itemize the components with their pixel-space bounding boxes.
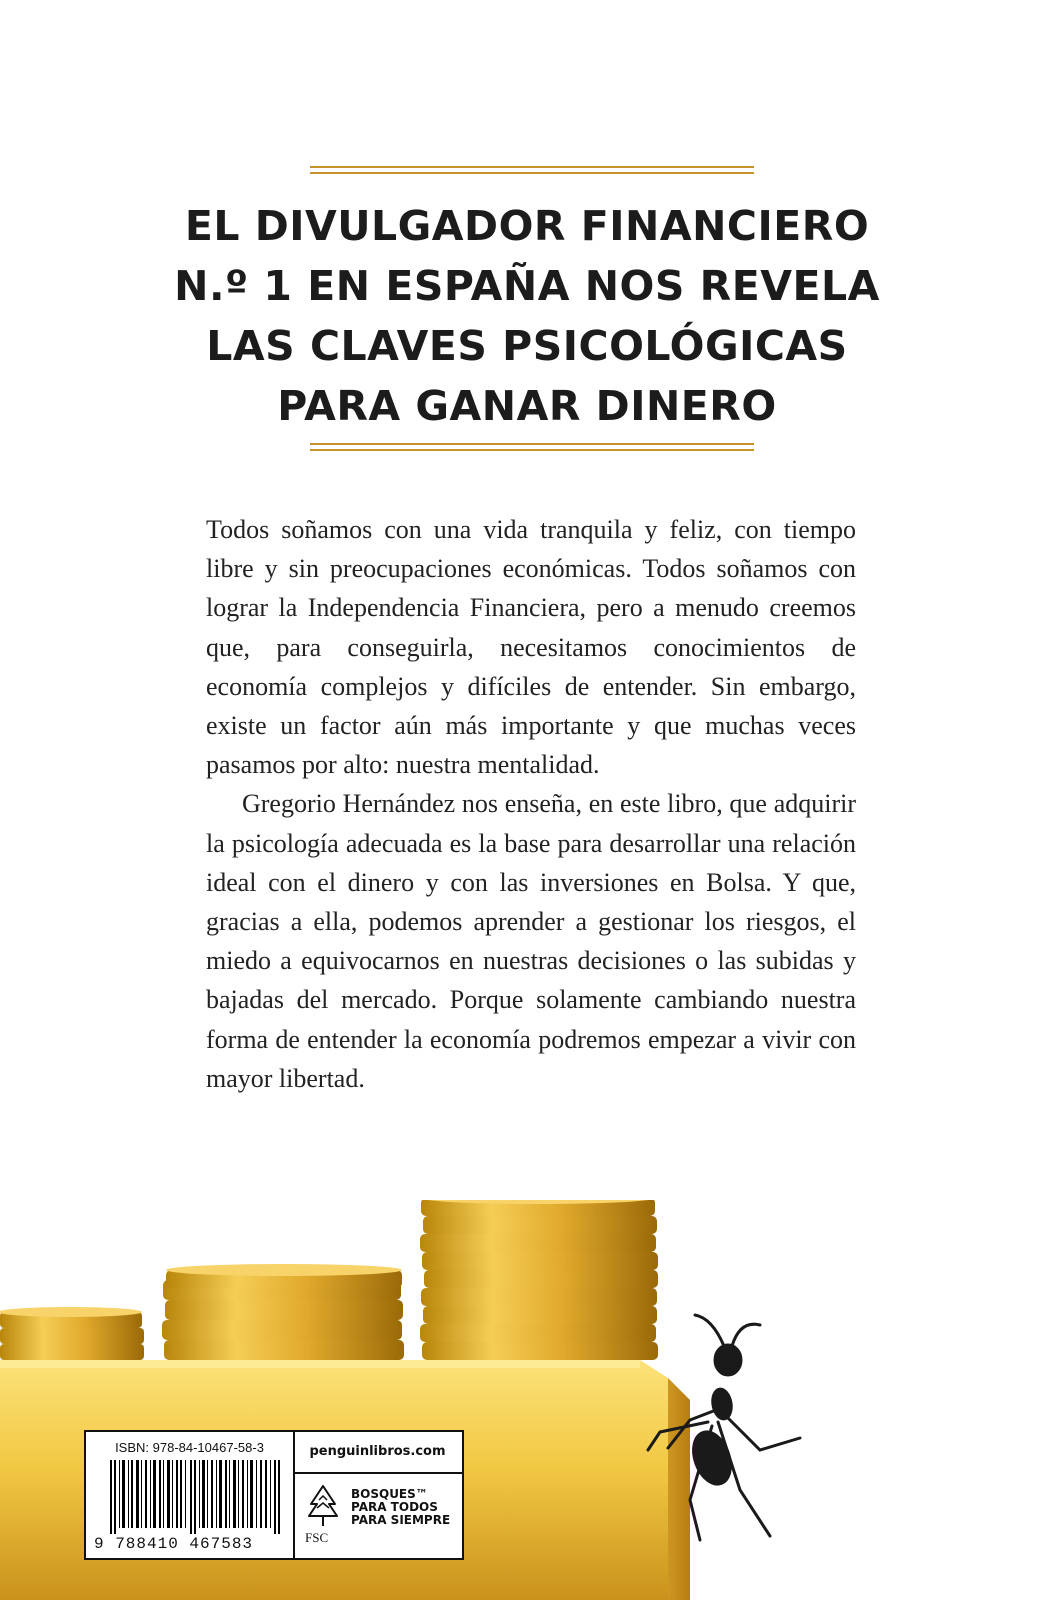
- fsc-slogan-line: PARA TODOS: [351, 1500, 438, 1514]
- isbn-digits: 9 788410 467583: [94, 1535, 254, 1553]
- fsc-tree-icon: [305, 1482, 341, 1528]
- headline: [150, 196, 904, 436]
- headline-line: EL DIVULGADOR FINANCIERO: [184, 202, 870, 250]
- fsc-slogan-line: PARA SIEMPRE: [351, 1513, 451, 1527]
- fsc-slogan-line: BOSQUES™: [351, 1487, 428, 1501]
- blurb-paragraph: Todos soñamos con una vida tranquila y feliz, con tiempo libre y sin preocupaciones económicas. Todos soñamos con lograr la Independencia Financiera, pero a menudo creemos que, para conseguirla, necesitamos conocimientos de economía complejos y difíciles de entender. Sin embargo, existe un factor aún más importante y que muchas veces pasamos por alto: nuestra mentalidad.: [206, 515, 856, 780]
- fsc-label: FSC: [305, 1530, 329, 1545]
- coin-stack-small: [0, 1307, 144, 1360]
- barcode-icon: [110, 1460, 282, 1534]
- publisher-section: [293, 1432, 462, 1558]
- publisher-website: penguinlibros.com: [293, 1432, 462, 1474]
- isbn-section: [86, 1432, 295, 1558]
- coin-stack-medium: [162, 1264, 404, 1360]
- decorative-rule-top: [310, 166, 754, 174]
- decorative-rule-bottom: [310, 443, 754, 451]
- barcode-panel: [84, 1430, 464, 1560]
- coin-stack-tall: [420, 1200, 658, 1360]
- blurb-paragraph: Gregorio Hernández nos enseña, en este libro, que adquirir la psicología adecuada es la base para desarrollar una relación ideal con el dinero y con las inversiones en Bolsa. Y que, gracias a ella, podemos aprender a gestionar los riesgos, el miedo a equivocarnos en nuestras decisiones o las subidas y bajadas del mercado. Porque solamente cambiando nuestra forma de entender la economía podremos empezar a vivir con mayor libertad.: [206, 789, 856, 1093]
- headline-line: N.º 1 EN ESPAÑA NOS REVELA: [174, 262, 880, 310]
- headline-line: LAS CLAVES PSICOLÓGICAS: [206, 322, 848, 370]
- fsc-slogan: [351, 1488, 450, 1527]
- back-cover-blurb: [206, 510, 856, 1098]
- headline-line: PARA GANAR DINERO: [277, 382, 777, 430]
- isbn-label: ISBN: 978-84-10467-58-3: [115, 1440, 264, 1455]
